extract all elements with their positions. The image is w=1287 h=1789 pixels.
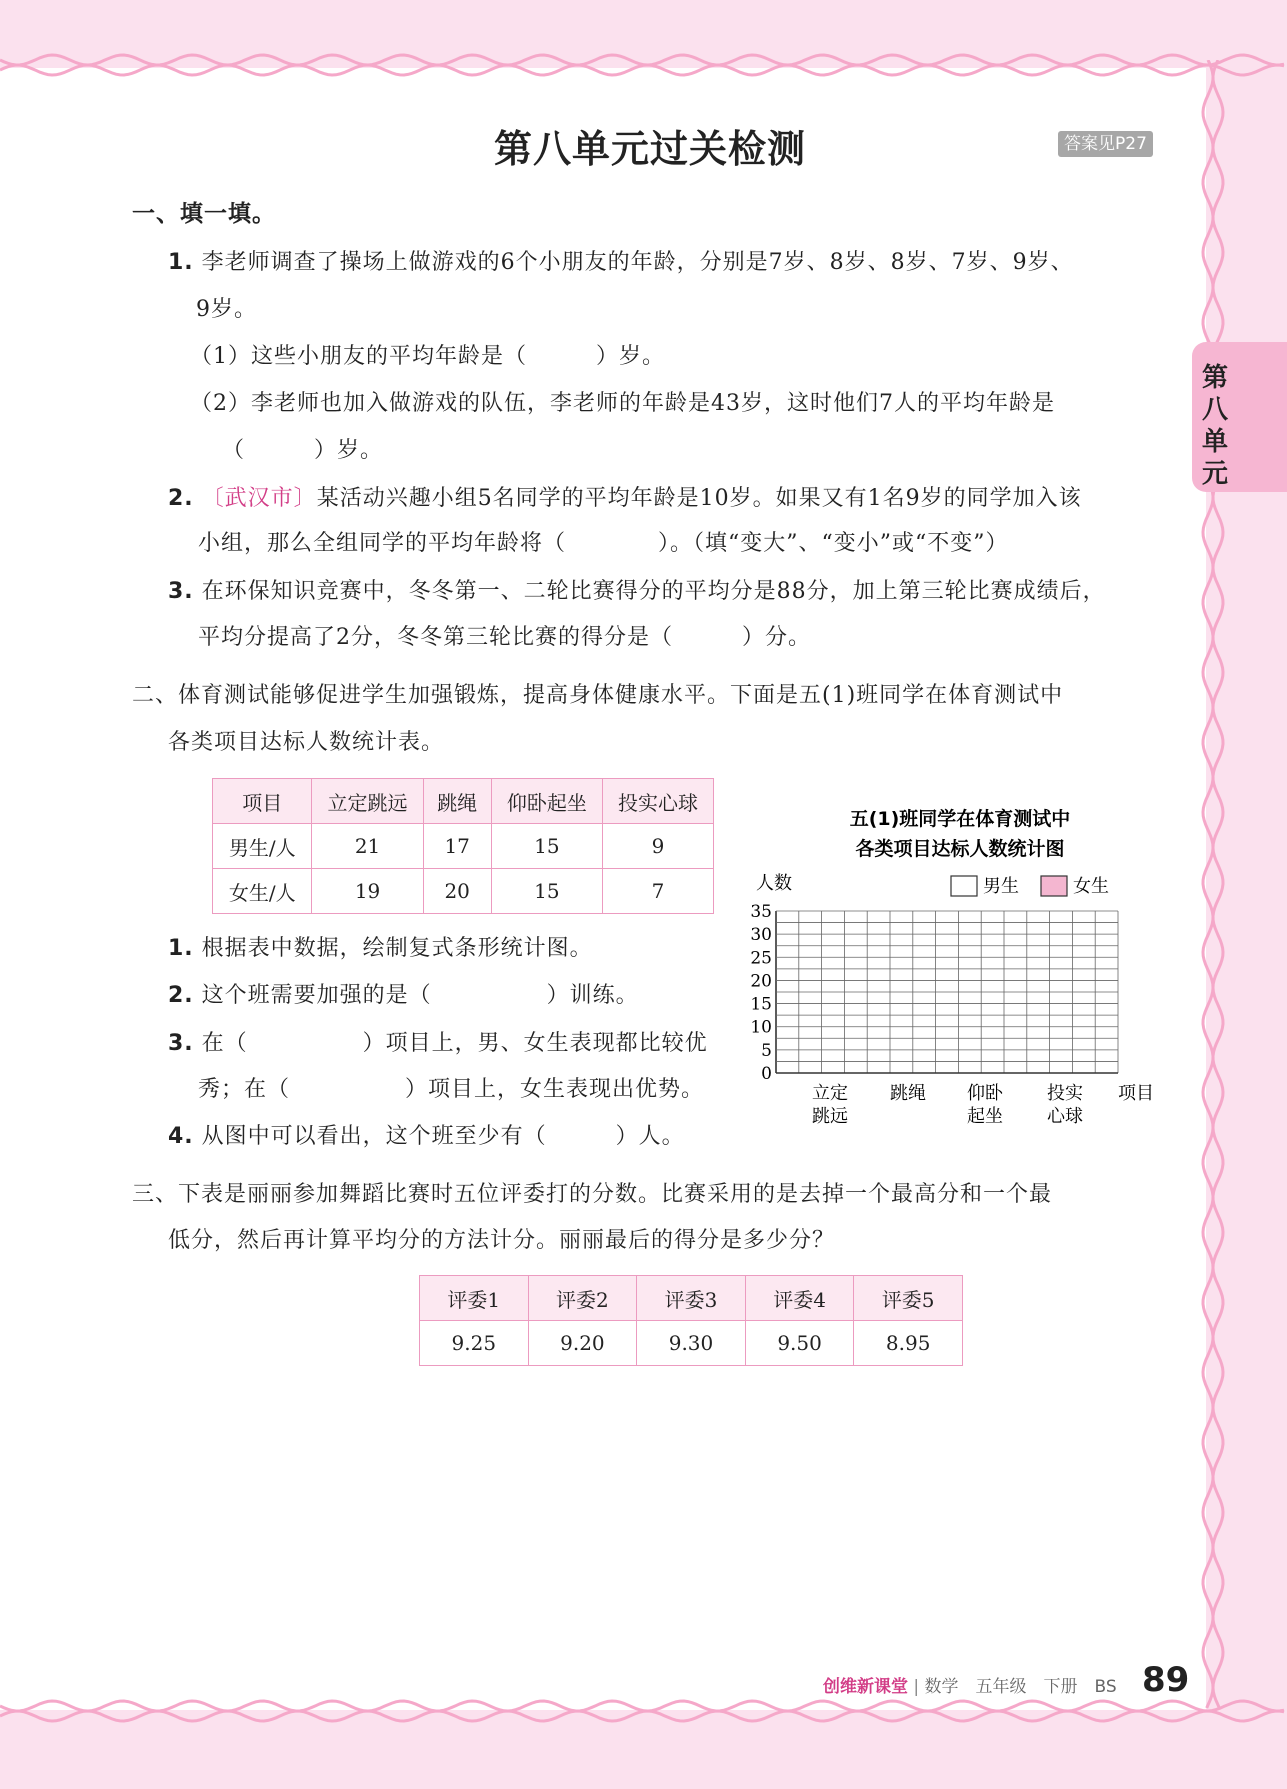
table-cell: 15 — [491, 869, 602, 914]
table-header-cell: 评委5 — [854, 1276, 963, 1321]
bottom-wave-border — [0, 1694, 1287, 1734]
section1-heading: 一、填一填。 — [132, 201, 276, 227]
legend-label-boys: 男生 — [983, 876, 1019, 897]
s1-q2-line2: 小组，那么全组同学的平均年龄将（ ）。（填“变大”、“变小”或“不变”） — [198, 531, 1009, 556]
table-header-cell: 跳绳 — [423, 779, 491, 824]
s2-q3-line2: 秀；在（ ）项目上，女生表现出优势。 — [198, 1077, 705, 1102]
chart-grid — [776, 911, 1118, 1073]
unit-side-tab-label: 第八单元 — [1201, 363, 1228, 489]
table-cell: 19 — [312, 869, 423, 914]
s1-q2-text1: 某活动兴趣小组5名同学的平均年龄是10岁。如果又有1名9岁的同学加入该 — [316, 486, 1082, 511]
s1-q1-line2: 9岁。 — [196, 297, 257, 322]
y-tick-label: 25 — [750, 948, 772, 969]
table-cell: 9 — [602, 824, 713, 869]
x-category-label: 起坐 — [967, 1106, 1003, 1127]
y-tick-label: 20 — [750, 971, 772, 992]
table-cell: 8.95 — [854, 1321, 963, 1366]
table-header-cell: 评委1 — [420, 1276, 529, 1321]
table-header-row — [420, 1276, 963, 1321]
s1-q2-line1 — [168, 484, 1082, 514]
y-tick-label: 0 — [761, 1064, 772, 1084]
table-row — [213, 824, 714, 869]
x-category-label: 立定 — [812, 1083, 848, 1104]
table-header-row — [213, 779, 714, 824]
x-category-label: 投实 — [1047, 1083, 1083, 1104]
table-header-cell: 评委3 — [637, 1276, 746, 1321]
table-cell: 20 — [423, 869, 491, 914]
section3-heading-line2: 低分，然后再计算平均分的方法计分。丽丽最后的得分是多少分？ — [168, 1228, 836, 1253]
section2-heading-line2: 各类项目达标人数统计表。 — [168, 730, 445, 755]
s2-q2 — [168, 981, 639, 1011]
chart-y-label: 人数 — [756, 873, 792, 894]
s2-q1 — [168, 934, 593, 964]
s2-q3-line1 — [168, 1029, 708, 1059]
footer-info — [823, 1672, 1117, 1697]
s2-q4-number: 4. — [168, 1124, 194, 1149]
table-cell: 9.50 — [745, 1321, 854, 1366]
table-cell: 21 — [312, 824, 423, 869]
table-cell: 7 — [602, 869, 713, 914]
x-category-label: 跳绳 — [890, 1083, 926, 1104]
s1-q1-sub2-line1: （2）李老师也加入做游戏的队伍，李老师的年龄是43岁，这时他们7人的平均年龄是 — [190, 391, 1055, 416]
footer-book-info: 数学 五年级 下册 BS — [924, 1677, 1117, 1697]
table-cell: 男生/人 — [213, 824, 312, 869]
y-tick-label: 30 — [750, 925, 772, 946]
s2-q4 — [168, 1122, 685, 1152]
table-header-cell: 仰卧起坐 — [491, 779, 602, 824]
table-cell: 9.25 — [420, 1321, 529, 1366]
fitness-stats-table — [212, 778, 714, 914]
s1-q1-sub1: （1）这些小朋友的平均年龄是（ ）岁。 — [190, 344, 665, 369]
page-title: 第八单元过关检测 — [493, 127, 806, 171]
s2-q2-text: 这个班需要加强的是（ ）训练。 — [201, 983, 639, 1008]
page-number: 89 — [1142, 1660, 1190, 1700]
s1-q1-line1 — [168, 248, 1074, 278]
x-category-label: 仰卧 — [967, 1083, 1003, 1104]
answer-reference-badge: 答案见P27 — [1058, 131, 1153, 157]
legend-label-girls: 女生 — [1073, 876, 1109, 897]
table-cell: 9.30 — [637, 1321, 746, 1366]
chart-x-categories — [812, 1082, 1083, 1127]
s1-q3-text1: 在环保知识竞赛中，冬冬第一、二轮比赛得分的平均分是88分，加上第三轮比赛成绩后， — [201, 579, 1106, 604]
x-category-label: 跳远 — [812, 1106, 848, 1127]
table-cell: 9.20 — [528, 1321, 637, 1366]
chart-x-label: 项目 — [1118, 1083, 1154, 1104]
s1-q1-number: 1. — [168, 250, 194, 275]
s1-q2-source-tag: 〔武汉市〕 — [201, 486, 317, 511]
right-wave-border — [1196, 60, 1232, 1710]
y-tick-label: 10 — [750, 1017, 772, 1038]
table-header-cell: 评委2 — [528, 1276, 637, 1321]
x-category-label: 心球 — [1047, 1106, 1083, 1127]
s2-q1-number: 1. — [168, 936, 194, 961]
section2-heading-line1: 二、体育测试能够促进学生加强锻炼，提高身体健康水平。下面是五(1)班同学在体育测试中 — [132, 683, 1064, 708]
s2-q2-number: 2. — [168, 983, 194, 1008]
s1-q3-line2: 平均分提高了2分，冬冬第三轮比赛的得分是（ ）分。 — [198, 625, 811, 650]
footer-brand: 创维新课堂 — [823, 1677, 908, 1697]
s1-q1-text1: 李老师调查了操场上做游戏的6个小朋友的年龄，分别是7岁、8岁、8岁、7岁、9岁、 — [201, 250, 1074, 275]
chart-title-line2: 各类项目达标人数统计图 — [855, 838, 1065, 860]
y-tick-label: 15 — [750, 994, 772, 1015]
s2-q1-text: 根据表中数据，绘制复式条形统计图。 — [201, 936, 593, 961]
legend-swatch-girls — [1041, 876, 1067, 896]
table-cell: 17 — [423, 824, 491, 869]
s1-q3-line1 — [168, 577, 1106, 607]
judges-score-table — [419, 1275, 963, 1366]
top-wave-border — [0, 48, 1287, 88]
chart-y-ticks — [750, 902, 772, 1084]
table-row — [420, 1321, 963, 1366]
section3-heading-line1: 三、下表是丽丽参加舞蹈比赛时五位评委打的分数。比赛采用的是去掉一个最高分和一个最 — [132, 1182, 1053, 1207]
s1-q3-number: 3. — [168, 579, 194, 604]
s2-q3-number: 3. — [168, 1031, 194, 1056]
s2-q3-text1: 在（ ）项目上，男、女生表现都比较优 — [201, 1031, 708, 1056]
table-header-cell: 项目 — [213, 779, 312, 824]
table-header-cell: 立定跳远 — [312, 779, 423, 824]
s2-q4-text: 从图中可以看出，这个班至少有（ ）人。 — [201, 1124, 685, 1149]
table-cell: 女生/人 — [213, 869, 312, 914]
s1-q2-number: 2. — [168, 486, 194, 511]
fitness-bar-chart — [740, 805, 1160, 1135]
legend-swatch-boys — [951, 876, 977, 896]
y-tick-label: 5 — [761, 1040, 772, 1061]
table-header-cell: 评委4 — [745, 1276, 854, 1321]
table-row — [213, 869, 714, 914]
chart-title-line1: 五(1)班同学在体育测试中 — [849, 808, 1071, 830]
s1-q1-sub2-line2: （ ）岁。 — [222, 438, 384, 463]
y-tick-label: 35 — [750, 902, 772, 922]
table-cell: 15 — [491, 824, 602, 869]
table-header-cell: 投实心球 — [602, 779, 713, 824]
footer-separator: | — [908, 1677, 925, 1697]
